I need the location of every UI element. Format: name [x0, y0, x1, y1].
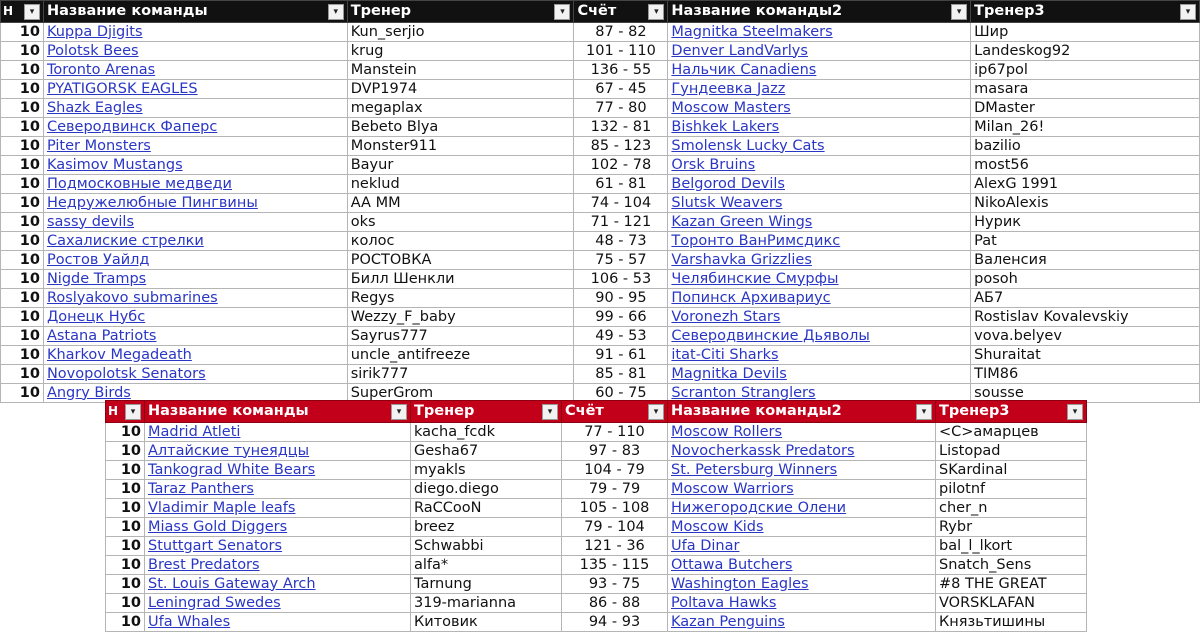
coach1-cell: breez: [411, 518, 562, 537]
team2-link[interactable]: Slutsk Weavers: [668, 194, 971, 213]
score-cell: 94 - 93: [562, 613, 668, 632]
coach2-cell: DMaster: [971, 99, 1200, 118]
table-row: [106, 480, 1087, 499]
coach1-header[interactable]: Тренер ▾: [411, 401, 562, 423]
score-cell: 67 - 45: [574, 80, 668, 99]
score-cell: 93 - 75: [562, 575, 668, 594]
coach2-cell: sousse: [971, 384, 1200, 403]
team1-link[interactable]: Madrid Atleti: [145, 423, 411, 442]
coach1-cell: diego.diego: [411, 480, 562, 499]
table-row: [1, 365, 1200, 384]
filter-dropdown-icon[interactable]: ▾: [1180, 4, 1196, 20]
table-row: [106, 556, 1087, 575]
coach2-cell: most56: [971, 156, 1200, 175]
coach1-cell: sirik777: [347, 365, 574, 384]
team2-header[interactable]: Название команды2 ▾: [668, 401, 936, 423]
coach1-cell: megaplax: [347, 99, 574, 118]
score-cell: 79 - 79: [562, 480, 668, 499]
coach1-cell: alfa*: [411, 556, 562, 575]
rank-header[interactable]: Н ▾: [1, 1, 44, 23]
coach1-cell: uncle_antifreeze: [347, 346, 574, 365]
team2-link[interactable]: Ottawa Butchers: [668, 556, 936, 575]
team1-link[interactable]: Toronto Arenas: [43, 61, 347, 80]
score-cell: 61 - 81: [574, 175, 668, 194]
table-row: [106, 575, 1087, 594]
team2-link[interactable]: Нижегородские Олени: [668, 499, 936, 518]
filter-dropdown-icon[interactable]: ▾: [648, 4, 664, 20]
coach2-cell: Валенсия: [971, 251, 1200, 270]
rank-cell: 10: [1, 156, 44, 175]
table-row: [1, 327, 1200, 346]
team1-link[interactable]: Подмосковные медведи: [43, 175, 347, 194]
rank-cell: 10: [106, 442, 145, 461]
rank-cell: 10: [1, 194, 44, 213]
team1-link[interactable]: Novopolotsk Senators: [43, 365, 347, 384]
coach2-cell: Князьтишины: [936, 613, 1087, 632]
coach1-cell: Билл Шенкли: [347, 270, 574, 289]
filter-dropdown-icon[interactable]: ▾: [328, 4, 344, 20]
team2-link[interactable]: Торонто ВанРимсдикс: [668, 232, 971, 251]
table-row: [106, 613, 1087, 632]
rank-cell: 10: [106, 556, 145, 575]
team2-link[interactable]: Orsk Bruins: [668, 156, 971, 175]
coach1-cell: Gesha67: [411, 442, 562, 461]
coach2-cell: NikoAlexis: [971, 194, 1200, 213]
header-row: [1, 1, 1200, 23]
team1-link[interactable]: Shazk Eagles: [43, 99, 347, 118]
team1-link[interactable]: Недружелюбные Пингвины: [43, 194, 347, 213]
score-cell: 97 - 83: [562, 442, 668, 461]
coach2-cell: SKardinal: [936, 461, 1087, 480]
rank-cell: 10: [106, 499, 145, 518]
coach2-cell: Milan_26!: [971, 118, 1200, 137]
coach2-header[interactable]: Тренер3 ▾: [971, 1, 1200, 23]
coach2-cell: #8 THE GREAT: [936, 575, 1087, 594]
rank-cell: 10: [1, 289, 44, 308]
table-row: [1, 251, 1200, 270]
table-row: [106, 423, 1087, 442]
coach1-cell: RaCCooN: [411, 499, 562, 518]
team1-link[interactable]: Polotsk Bees: [43, 42, 347, 61]
table-row: [1, 194, 1200, 213]
coach1-cell: Китовик: [411, 613, 562, 632]
rank-cell: 10: [1, 251, 44, 270]
team2-header[interactable]: Название команды2 ▾: [668, 1, 971, 23]
team2-link[interactable]: Scranton Stranglers: [668, 384, 971, 403]
team1-link[interactable]: Vladimir Maple leafs: [145, 499, 411, 518]
score-cell: 101 - 110: [574, 42, 668, 61]
rank-cell: 10: [106, 518, 145, 537]
coach2-cell: Rostislav Kovalevskiy: [971, 308, 1200, 327]
coach2-header[interactable]: Тренер3 ▾: [936, 401, 1087, 423]
rank-cell: 10: [106, 575, 145, 594]
table-row: [1, 80, 1200, 99]
rank-cell: 10: [1, 175, 44, 194]
table-row: [1, 42, 1200, 61]
coach1-cell: oks: [347, 213, 574, 232]
coach2-cell: cher_n: [936, 499, 1087, 518]
rank-cell: 10: [1, 61, 44, 80]
coach1-cell: SuperGrom: [347, 384, 574, 403]
rank-cell: 10: [1, 80, 44, 99]
score-cell: 90 - 95: [574, 289, 668, 308]
coach2-cell: TIM86: [971, 365, 1200, 384]
coach2-cell: bazilio: [971, 137, 1200, 156]
coach1-cell: Schwabbi: [411, 537, 562, 556]
filter-dropdown-icon[interactable]: ▾: [24, 4, 40, 20]
score-cell: 74 - 104: [574, 194, 668, 213]
team1-link[interactable]: Stuttgart Senators: [145, 537, 411, 556]
team2-link[interactable]: St. Petersburg Winners: [668, 461, 936, 480]
coach2-cell: Rybr: [936, 518, 1087, 537]
rank-header[interactable]: Н ▾: [106, 401, 145, 423]
team1-link[interactable]: sassy devils: [43, 213, 347, 232]
team1-link[interactable]: Nigde Tramps: [43, 270, 347, 289]
table-body: [106, 423, 1087, 632]
table-row: [1, 23, 1200, 42]
coach1-cell: Bayur: [347, 156, 574, 175]
coach1-cell: колос: [347, 232, 574, 251]
table-row: [1, 137, 1200, 156]
team1-link[interactable]: Miass Gold Diggers: [145, 518, 411, 537]
filter-dropdown-icon[interactable]: ▾: [1067, 404, 1083, 420]
coach2-cell: pilotnf: [936, 480, 1087, 499]
team1-link[interactable]: PYATIGORSK EAGLES: [43, 80, 347, 99]
score-cell: 91 - 61: [574, 346, 668, 365]
filter-dropdown-icon[interactable]: ▾: [391, 404, 407, 420]
rank-cell: 10: [1, 365, 44, 384]
team2-link[interactable]: Moscow Rollers: [668, 423, 936, 442]
score-cell: 49 - 53: [574, 327, 668, 346]
table-row: [1, 213, 1200, 232]
team1-link[interactable]: Kasimov Mustangs: [43, 156, 347, 175]
table-row: [1, 270, 1200, 289]
team1-link[interactable]: Roslyakovo submarines: [43, 289, 347, 308]
team1-link[interactable]: Ростов Уайлд: [43, 251, 347, 270]
score-cell: 106 - 53: [574, 270, 668, 289]
coach2-cell: ip67pol: [971, 61, 1200, 80]
rank-cell: 10: [1, 384, 44, 403]
team1-link[interactable]: Astana Patriots: [43, 327, 347, 346]
coach1-cell: Wezzy_F_baby: [347, 308, 574, 327]
table-body: [1, 23, 1200, 403]
team2-link[interactable]: Kazan Green Wings: [668, 213, 971, 232]
team2-link[interactable]: Moscow Masters: [668, 99, 971, 118]
rank-cell: 10: [1, 270, 44, 289]
coach2-cell: posoh: [971, 270, 1200, 289]
score-cell: 136 - 55: [574, 61, 668, 80]
coach1-cell: AA MM: [347, 194, 574, 213]
coach1-cell: Manstein: [347, 61, 574, 80]
team1-link[interactable]: Leningrad Swedes: [145, 594, 411, 613]
score-cell: 48 - 73: [574, 232, 668, 251]
table-row: [1, 156, 1200, 175]
table-row: [106, 594, 1087, 613]
team2-link[interactable]: Moscow Warriors: [668, 480, 936, 499]
team2-link[interactable]: Varshavka Grizzlies: [668, 251, 971, 270]
rank-cell: 10: [106, 461, 145, 480]
coach2-cell: Шир: [971, 23, 1200, 42]
rank-cell: 10: [1, 137, 44, 156]
coach2-cell: Shuraitat: [971, 346, 1200, 365]
filter-dropdown-icon[interactable]: ▾: [542, 404, 558, 420]
rank-cell: 10: [1, 213, 44, 232]
table-row: [106, 499, 1087, 518]
score-cell: 86 - 88: [562, 594, 668, 613]
team1-link[interactable]: Сахалиские стрелки: [43, 232, 347, 251]
header-row: [106, 401, 1087, 423]
coach2-cell: vova.belyev: [971, 327, 1200, 346]
table-row: [1, 118, 1200, 137]
table-row: [1, 175, 1200, 194]
rank-cell: 10: [1, 327, 44, 346]
coach1-cell: Tarnung: [411, 575, 562, 594]
score-cell: 132 - 81: [574, 118, 668, 137]
coach1-cell: Regys: [347, 289, 574, 308]
score-cell: 105 - 108: [562, 499, 668, 518]
team1-link[interactable]: Донецк Нубс: [43, 308, 347, 327]
team1-link[interactable]: Kharkov Megadeath: [43, 346, 347, 365]
coach2-cell: bal_l_lkort: [936, 537, 1087, 556]
team2-link[interactable]: Washington Eagles: [668, 575, 936, 594]
score-cell: 79 - 104: [562, 518, 668, 537]
coach2-cell: Pat: [971, 232, 1200, 251]
team2-link[interactable]: Belgorod Devils: [668, 175, 971, 194]
coach2-cell: AlexG 1991: [971, 175, 1200, 194]
team1-link[interactable]: Ufa Whales: [145, 613, 411, 632]
team1-link[interactable]: Алтайские тунеядцы: [145, 442, 411, 461]
score-header[interactable]: Счёт ▾: [574, 1, 668, 23]
team2-link[interactable]: Moscow Kids: [668, 518, 936, 537]
rank-cell: 10: [106, 423, 145, 442]
table-row: [106, 537, 1087, 556]
team2-link[interactable]: Kazan Penguins: [668, 613, 936, 632]
score-cell: 85 - 123: [574, 137, 668, 156]
rank-cell: 10: [1, 99, 44, 118]
filter-dropdown-icon[interactable]: ▾: [125, 404, 141, 420]
team1-link[interactable]: St. Louis Gateway Arch: [145, 575, 411, 594]
coach2-cell: VORSKLAFAN: [936, 594, 1087, 613]
filter-dropdown-icon[interactable]: ▾: [951, 4, 967, 20]
coach1-cell: РОСТОВКА: [347, 251, 574, 270]
team2-link[interactable]: Bishkek Lakers: [668, 118, 971, 137]
rank-cell: 10: [1, 346, 44, 365]
coach1-cell: neklud: [347, 175, 574, 194]
rank-cell: 10: [106, 594, 145, 613]
coach2-cell: Listopad: [936, 442, 1087, 461]
team1-link[interactable]: Angry Birds: [43, 384, 347, 403]
coach2-cell: Landeskog92: [971, 42, 1200, 61]
coach1-cell: Kun_serjio: [347, 23, 574, 42]
coach1-cell: myakls: [411, 461, 562, 480]
team2-link[interactable]: Magnitka Devils: [668, 365, 971, 384]
table-row: [1, 61, 1200, 80]
coach1-cell: krug: [347, 42, 574, 61]
rank-cell: 10: [1, 23, 44, 42]
score-cell: 87 - 82: [574, 23, 668, 42]
score-cell: 121 - 36: [562, 537, 668, 556]
team1-header[interactable]: Название команды ▾: [145, 401, 411, 423]
team1-link[interactable]: Taraz Panthers: [145, 480, 411, 499]
filter-dropdown-icon[interactable]: ▾: [648, 404, 664, 420]
coach1-cell: Monster911: [347, 137, 574, 156]
team2-link[interactable]: Novocherkassk Predators: [668, 442, 936, 461]
coach2-cell: Snatch_Sens: [936, 556, 1087, 575]
score-cell: 102 - 78: [574, 156, 668, 175]
team1-link[interactable]: Tankograd White Bears: [145, 461, 411, 480]
table-row: [106, 461, 1087, 480]
team2-link[interactable]: Smolensk Lucky Cats: [668, 137, 971, 156]
table-row: [1, 99, 1200, 118]
score-header[interactable]: Счёт ▾: [562, 401, 668, 423]
team2-link[interactable]: Poltava Hawks: [668, 594, 936, 613]
team1-link[interactable]: Северодвинск Фаперс: [43, 118, 347, 137]
coach2-cell: Нурик: [971, 213, 1200, 232]
team2-link[interactable]: Ufa Dinar: [668, 537, 936, 556]
coach2-cell: <С>амарцев: [936, 423, 1087, 442]
table-row: [106, 442, 1087, 461]
rank-cell: 10: [1, 118, 44, 137]
team2-link[interactable]: Denver LandVarlys: [668, 42, 971, 61]
team2-link[interactable]: Попинск Архивариус: [668, 289, 971, 308]
rank-cell: 10: [106, 480, 145, 499]
team2-link[interactable]: Нальчик Canadiens: [668, 61, 971, 80]
rank-cell: 10: [106, 537, 145, 556]
team2-link[interactable]: itat-Citi Sharks: [668, 346, 971, 365]
score-cell: 104 - 79: [562, 461, 668, 480]
coach1-cell: DVP1974: [347, 80, 574, 99]
team1-link[interactable]: Brest Predators: [145, 556, 411, 575]
table-row: [1, 232, 1200, 251]
rank-cell: 10: [1, 42, 44, 61]
filter-dropdown-icon[interactable]: ▾: [916, 404, 932, 420]
team2-link[interactable]: Magnitka Steelmakers: [668, 23, 971, 42]
score-cell: 60 - 75: [574, 384, 668, 403]
table-row: [1, 289, 1200, 308]
score-cell: 99 - 66: [574, 308, 668, 327]
score-cell: 135 - 115: [562, 556, 668, 575]
team2-link[interactable]: Челябинские Смурфы: [668, 270, 971, 289]
rank-cell: 10: [1, 232, 44, 251]
table-row: [1, 346, 1200, 365]
coach1-cell: kacha_fcdk: [411, 423, 562, 442]
score-cell: 77 - 110: [562, 423, 668, 442]
team1-link[interactable]: Kuppa Djigits: [43, 23, 347, 42]
results-table-bottom: [105, 400, 1087, 632]
rank-cell: 10: [1, 308, 44, 327]
team2-link[interactable]: Северодвинские Дьяволы: [668, 327, 971, 346]
filter-dropdown-icon[interactable]: ▾: [554, 4, 570, 20]
score-cell: 75 - 57: [574, 251, 668, 270]
team2-link[interactable]: Voronezh Stars: [668, 308, 971, 327]
coach2-cell: masara: [971, 80, 1200, 99]
coach1-cell: Bebeto Blya: [347, 118, 574, 137]
coach2-cell: АБ7: [971, 289, 1200, 308]
coach1-header[interactable]: Тренер ▾: [347, 1, 574, 23]
team1-link[interactable]: Piter Monsters: [43, 137, 347, 156]
coach1-cell: 319-marianna: [411, 594, 562, 613]
team2-link[interactable]: Гундеевка Jazz: [668, 80, 971, 99]
table-row: [1, 308, 1200, 327]
score-cell: 71 - 121: [574, 213, 668, 232]
table-row: [106, 518, 1087, 537]
rank-cell: 10: [106, 613, 145, 632]
coach1-cell: Sayrus777: [347, 327, 574, 346]
team1-header[interactable]: Название команды ▾: [43, 1, 347, 23]
score-cell: 85 - 81: [574, 365, 668, 384]
score-cell: 77 - 80: [574, 99, 668, 118]
